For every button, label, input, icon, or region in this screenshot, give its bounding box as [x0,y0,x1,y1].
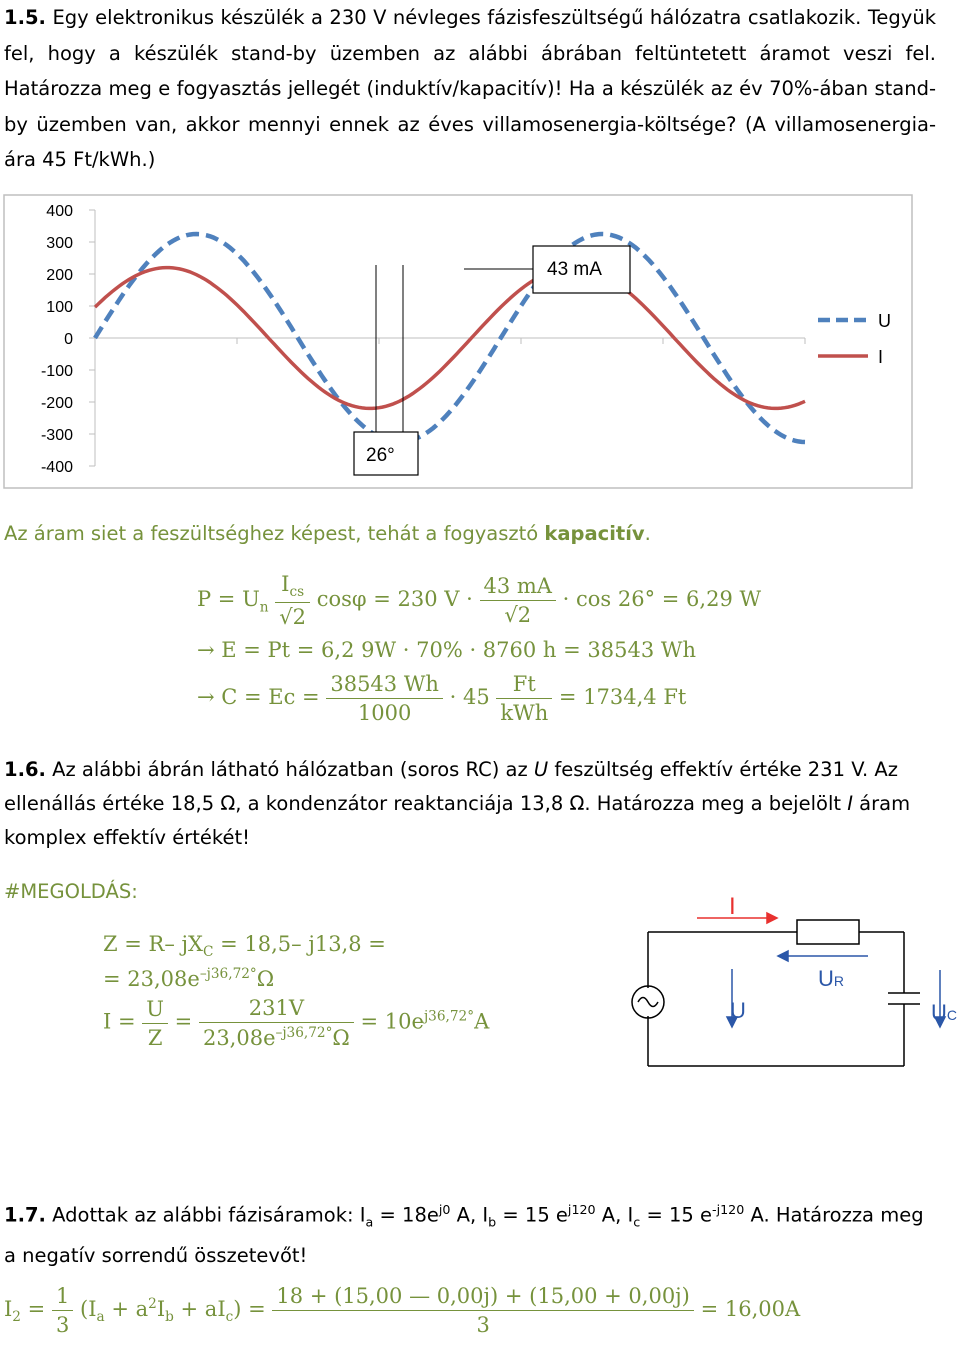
fraction-num-sub: cs [289,584,305,601]
problem-number: 1.5. [4,6,46,29]
solution-label: #MEGOLDÁS: [4,880,138,903]
problem-text: A, I [450,1203,489,1227]
problem-text: A. Határozza meg a negatív sorrendű összetevőt! [4,1203,924,1268]
superscript: j120 [567,1202,596,1217]
legend-label-u: U [878,311,891,331]
y-tick-label: 400 [46,203,73,220]
problem-text: A, I [595,1203,634,1227]
formula-sub: c [225,1309,234,1326]
y-tick-label: 100 [46,299,73,316]
answer-end: . [644,522,651,545]
fraction2-den: √2 [504,603,532,628]
fraction-den: √2 [279,605,307,630]
superscript: -j120 [712,1202,745,1217]
fraction-price-num: Ft [496,672,552,699]
formula-current [103,996,489,1050]
y-tick-label: -100 [40,363,73,380]
problem-number: 1.6. [4,758,46,781]
fraction-price [496,672,552,725]
resistor-symbol [797,920,859,944]
formula-sub: a [96,1309,105,1326]
formula-z-rhs: = 18,5– j13,8 = [213,932,386,956]
formula-z2-unit: Ω [256,967,275,991]
problem-text: feszültség effektív értéke 231 V. Az ellenállás értéke 18,5 Ω, a kondenzátor reaktanciája 13,8 Ω. Határozza meg a bejelölt [4,758,898,815]
fraction-den-unit: Ω [332,1026,350,1050]
problem-text: áram komplex effektív értékét! [4,792,911,849]
label-current-i: I [729,893,736,920]
y-tick-label: 200 [46,267,73,284]
formula-rhs: = 16,00A [700,1297,801,1321]
formula-energy: → E = Pt = 6,2 9W · 70% · 8760 h = 38543 Wh [197,638,696,662]
fraction-sum [272,1284,693,1337]
answer-text: Az áram siet a feszültséghez képest, tehát a fogyasztó [4,522,545,545]
formula-term: + aI [173,1297,226,1321]
formula-z-sub: C [203,944,214,961]
fraction-den: 3 [55,1313,70,1337]
fraction-energy-den: 1000 [357,701,412,725]
formula-impedance [103,932,386,960]
formula-lhs: I [4,1297,13,1321]
chart-frame [4,195,912,488]
formula-z: Z = R– jX [103,932,203,956]
formula-i-lhs: I = [103,1009,136,1034]
fraction-den-z: 23,08e [202,1026,276,1050]
fraction-one-third [52,1284,73,1337]
y-tick-label: -400 [40,459,73,476]
formula-eq: = [27,1297,46,1321]
answer-bold: kapacitív [544,522,645,545]
fraction-u-z [142,997,168,1050]
problem-statement: Egy elektronikus készülék a 230 V névleges fázisfeszültségű hálózatra csatlakozik. Tegyük fel, hogy a készülék stand-by üzemben az alábbi ábrában feltüntetett áramot veszi fel. Határozza meg e fogyasztás jellegét (induktív/kapacitív)! Ha a készülék az év 70%-ában stand-by üzemben van, akkor mennyi ennek az éves villamosenergia-költsége? (A villamosenergia-ára 45 Ft/kWh.) [4,6,937,171]
arrow-left-icon [778,951,788,961]
formula-p-rhs: · cos 26° = 6,29 W [562,587,762,612]
formula-term: (I [80,1297,97,1321]
y-tick-label: 300 [46,235,73,252]
formula-p-lhs: P = U [197,587,260,612]
problem-text: = 15 e [640,1203,713,1227]
fraction-den-exp: –j36,72° [275,1025,333,1041]
formula-z2-exp: –j36,72° [199,966,257,982]
problem-text: Adottak az alábbi fázisáramok: I [45,1203,366,1227]
superscript: j0 [438,1202,451,1217]
formula-impedance-polar [103,966,274,991]
sine-wave-icon [638,998,658,1007]
fraction-231v: 231V [199,996,354,1023]
fraction-i-cs [275,572,310,629]
formula-i-rhs-unit: A [474,1009,490,1034]
problem-1-5-text [4,0,936,178]
formula-c-mid: · 45 [449,685,490,709]
formula-i-rhs-exp: j36,72° [423,1008,475,1025]
formula-c-lhs: → C = Ec = [197,685,320,709]
fraction-price-den: kWh [500,701,549,725]
formula-sub: b [165,1309,174,1326]
formula-power [197,572,761,629]
formula-eq: = [174,1009,193,1034]
fraction-sum-num: 18 + (15,00 — 0,00j) + (15,00 + 0,00j) [272,1284,693,1311]
fraction2-num: 43 mA [480,574,556,601]
label-voltage-u: U [730,998,746,1023]
problem-text: = 15 e [496,1203,568,1227]
subscript: c [633,1214,641,1230]
problem-1-6-text [4,753,939,855]
label-voltage-ur: UR [818,966,845,991]
fraction-num: I [281,572,290,596]
formula-sup: 2 [148,1296,157,1312]
formula-z2: = 23,08e [103,967,200,991]
arrow-right-icon [767,913,777,923]
fraction-u: U [142,997,168,1024]
formula-lhs-sub: 2 [12,1309,21,1326]
fraction-sum-den: 3 [476,1313,490,1337]
fraction-values [199,996,354,1050]
legend-label-i: I [878,347,884,367]
y-tick-label: -200 [40,395,73,412]
angle-label: 26° [366,445,395,466]
answer-1-5 [4,517,651,551]
fraction-energy [326,672,443,725]
label-voltage-uc: UC [931,1000,958,1025]
problem-text: Az alábbi ábrán látható hálózatban (soros RC) az [45,758,534,781]
sine-chart [0,195,960,495]
y-tick-label: -300 [40,427,73,444]
formula-c-rhs: = 1734,4 Ft [558,685,687,709]
fraction-z: Z [147,1025,163,1050]
subscript: a [365,1214,374,1230]
formula-term: I [156,1297,166,1321]
fraction-num: 1 [52,1284,73,1311]
symbol-i: I [847,792,853,815]
problem-1-7-text [4,1193,939,1273]
formula-term: ) = [233,1297,266,1321]
formula-i-rhs: = 10e [360,1009,424,1034]
formula-term: + a [104,1297,149,1321]
problem-number: 1.7. [4,1203,46,1227]
rc-circuit-diagram [612,890,958,1090]
subscript: b [488,1214,497,1230]
formula-p-sub: n [259,599,269,616]
symbol-u: U [533,758,549,781]
fraction-energy-num: 38543 Wh [326,672,443,699]
current-label: 43 mA [547,259,602,280]
formula-p-mid: cosφ = 230 V · [316,587,473,612]
y-tick-label: 0 [64,331,73,348]
problem-text: = 18e [373,1203,439,1227]
formula-negative-sequence [4,1284,800,1337]
formula-cost [197,672,686,725]
fraction-43ma [480,574,556,627]
